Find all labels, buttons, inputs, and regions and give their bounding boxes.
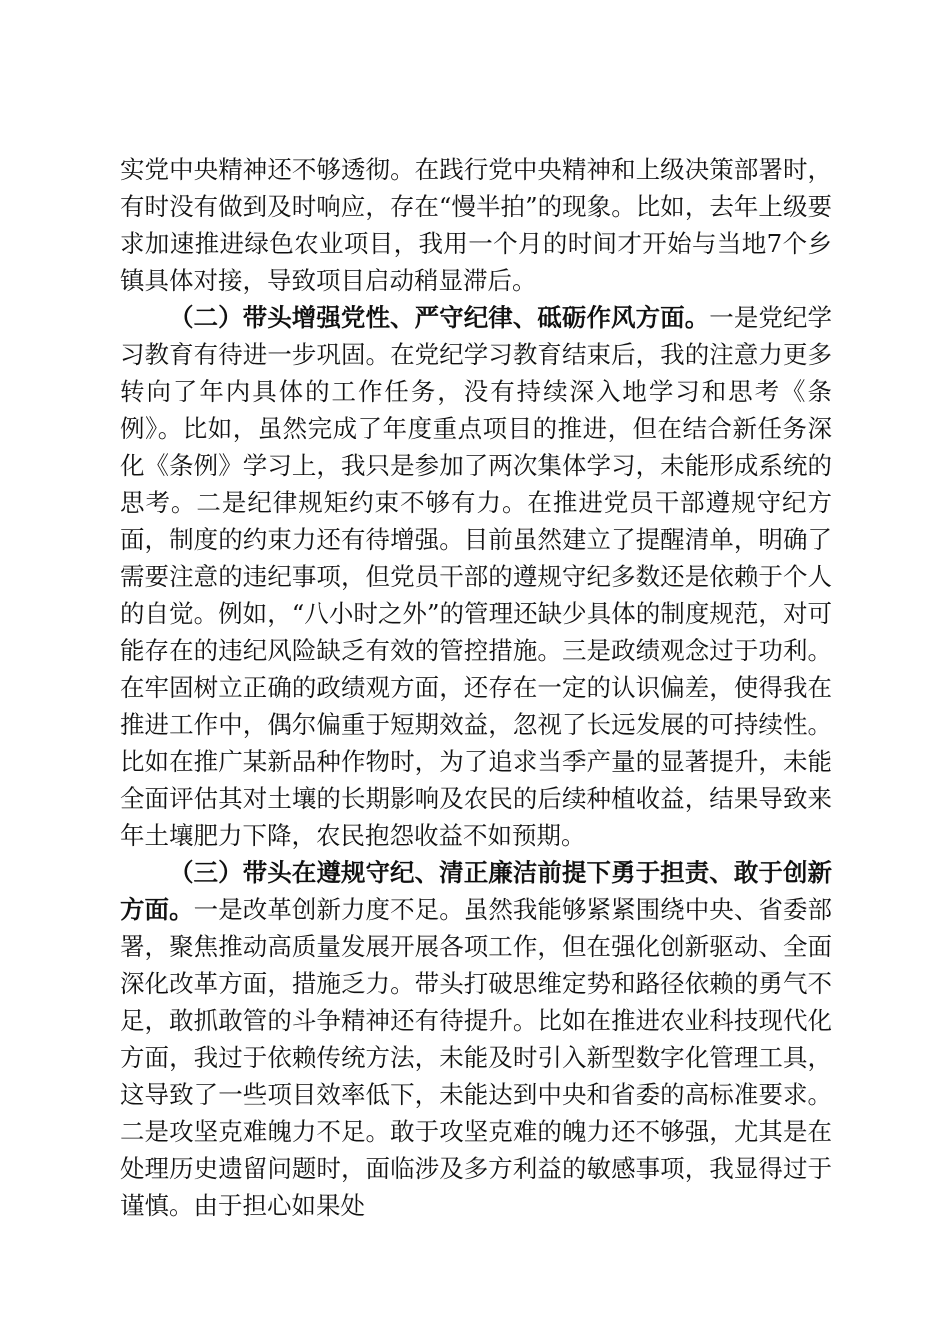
paragraph-continuation bbox=[120, 151, 832, 299]
section-heading: （二）带头增强党性、严守纪律、砥砺作风方面。 bbox=[169, 303, 710, 332]
paragraph-section-two bbox=[120, 299, 832, 854]
paragraph-body: 一是党纪学习教育有待进一步巩固。在党纪学习教育结束后，我的注意力更多转向了年内具体的工作任务，没有持续深入地学习和思考《条例》。比如，虽然完成了年度重点项目的推进，但在结合新任务深化《条例》学习上，我只是参加了两次集体学习，未能形成系统的思考。二是纪律规矩约束不够有力。在推进党员干部遵规守纪方面，制度的约束力还有待增强。目前虽然建立了提醒清单，明确了需要注意的违纪事项，但党员干部的遵规守纪多数还是依赖于个人的自觉。例如，“八小时之外”的管理还缺少具体的制度规范，对可能存在的违纪风险缺乏有效的管控措施。三是政绩观念过于功利。在牢固树立正确的政绩观方面，还存在一定的认识偏差，使得我在推进工作中，偶尔偏重于短期效益，忽视了长远发展的可持续性。比如在推广某新品种作物时，为了追求当季产量的显著提升，未能全面评估其对土壤的长期影响及农民的后续种植收益，结果导致来年土壤肥力下降，农民抱怨收益不如预期。 bbox=[120, 303, 833, 850]
paragraph-section-three bbox=[120, 854, 832, 1224]
paragraph-body: 一是改革创新力度不足。虽然我能够紧紧围绕中央、省委部署，聚焦推动高质量发展开展各项工作，但在强化创新驱动、全面深化改革方面，措施乏力。带头打破思维定势和路径依赖的勇气不足，敢抓敢管的斗争精神还有待提升。比如在推进农业科技现代化方面，我过于依赖传统方法，未能及时引入新型数字化管理工具，这导致了一些项目效率低下，未能达到中央和省委的高标准要求。二是攻坚克难魄力不足。敢于攻坚克难的魄力还不够强，尤其是在处理历史遗留问题时，面临涉及多方利益的敏感事项，我显得过于谨慎。由于担心如果处 bbox=[120, 895, 833, 1220]
document-page bbox=[120, 151, 832, 1224]
section-heading: （三）带头在遵规守纪、清正廉洁前提下勇于担责、敢于创新方面。 bbox=[120, 858, 832, 924]
paragraph-body: 实党中央精神还不够透彻。在践行党中央精神和上级决策部署时，有时没有做到及时响应，存在“慢半拍”的现象。比如，去年上级要求加速推进绿色农业项目，我用一个月的时间才开始与当地7个乡镇具体对接，导致项目启动稍显滞后。 bbox=[120, 155, 832, 295]
